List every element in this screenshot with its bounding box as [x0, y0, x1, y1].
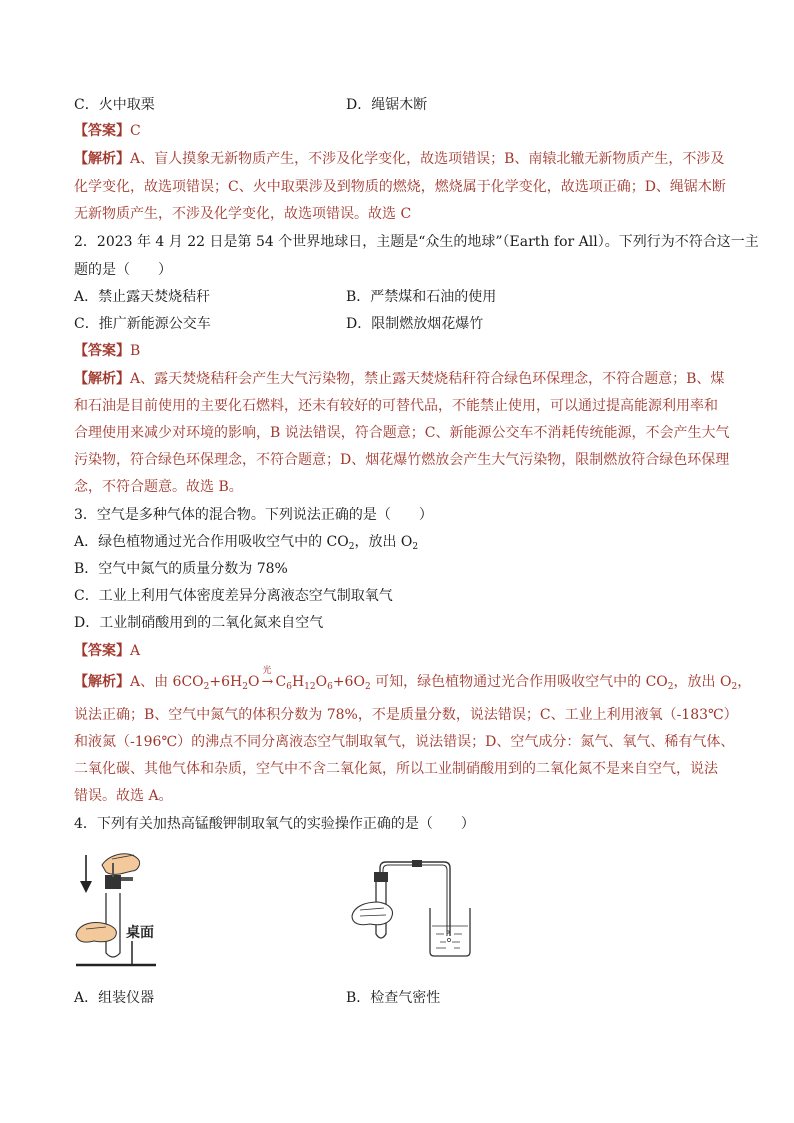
analysis-text: A、露天焚烧秸秆会产生大气污染物，禁止露天焚烧秸秆符合绿色环保理念，不符合题意；B、煤 — [130, 371, 725, 387]
q3-option-a: A．绿色植物通过光合作用吸收空气中的 $CO_2$，放出 $O_2$ — [74, 534, 419, 552]
q1-analysis-line-2: 化学变化，故选项错误；C、火中取栗涉及到物质的燃烧，燃烧属于化学变化，故选项正确；D、绳锯木断 — [74, 179, 726, 195]
q3-analysis-line-4: 二氧化碳、其他气体和杂质，空气中不含二氧化氮，所以工业制硝酸用到的二氧化氮不是来自空气，说法 — [74, 761, 718, 777]
q1-analysis-line-1 — [74, 149, 724, 169]
q2-analysis-line-2: 和石油是目前使用的主要化石燃料，还未有较好的可替代品，不能禁止使用，可以通过提高能源利用率和 — [74, 398, 718, 414]
figure-label-desk: 桌面 — [126, 925, 154, 941]
q1-analysis-line-3: 无新物质产生，不涉及化学变化，故选项错误。故选 C — [74, 206, 412, 222]
figure-assemble-apparatus — [72, 845, 202, 975]
q3-analysis-line-2: 说法正确；B、空气中氮气的体积分数为 78%，不是质量分数，说法错误；C、工业上利用液氧（-183℃） — [74, 707, 738, 723]
analysis-label: 【解析】 — [74, 151, 130, 167]
answer-label: 【答案】 — [74, 343, 130, 359]
q1-option-c: C．火中取栗 — [74, 97, 155, 113]
q4-stem: 4．下列有关加热高锰酸钾制取氧气的实验操作正确的是（ ） — [74, 816, 475, 832]
q2-analysis-line-5: 念，不符合题意。故选 B。 — [74, 479, 243, 495]
figure-check-airtightness — [350, 860, 490, 960]
q1-answer — [74, 121, 141, 141]
q2-analysis-line-3: 合理使用来减少对环境的影响，B 说法错误，符合题意；C、新能源公交车不消耗传统能源，不会产生大气 — [74, 425, 730, 441]
answer-value: B — [130, 343, 141, 359]
answer-label: 【答案】 — [74, 643, 130, 659]
q3-option-b: B．空气中氮气的质量分数为 78% — [74, 561, 288, 577]
q2-stem-line-1: 2．2023 年 4 月 22 日是第 54 个世界地球日，主题是“众生的地球”（Earth for All）。下列行为不符合这一主 — [74, 234, 759, 250]
q3-stem: 3．空气是多种气体的混合物。下列说法正确的是（ ） — [74, 507, 433, 523]
q3-analysis-line-5: 错误。故选 A。 — [74, 788, 173, 804]
q3-option-d: D．工业制硝酸用到的二氧化氮来自空气 — [74, 615, 324, 631]
analysis-label: 【解析】 — [74, 371, 130, 387]
q4-option-a: A．组装仪器 — [74, 990, 155, 1006]
q3-analysis-line-3: 和液氮（-196℃）的沸点不同分离液态空气制取氧气，说法错误；D、空气成分：氮气、氧气、稀有气体、 — [74, 734, 735, 750]
q2-option-a: A．禁止露天焚烧秸秆 — [74, 289, 211, 305]
reaction-equation: A、由 $6CO_2+6H_2O$ 光 → $C_6H_{12}O_6+6O_2$ — [130, 666, 371, 692]
answer-value: A — [130, 643, 141, 659]
q1-option-d: D．绳锯木断 — [346, 97, 428, 113]
q3-option-c: C．工业上利用气体密度差异分离液态空气制取氧气 — [74, 588, 393, 604]
q3-analysis-line-1: 【解析】A、由 $6CO_2+6H_2O$ 光 → $C_6H_{12}O_6+6O_2$ 可知，绿色植物通过光合作用吸收空气中的 $CO_2$，放出 $O_2$， — [74, 666, 752, 692]
q2-analysis-line-1 — [74, 369, 724, 389]
analysis-label: 【解析】 — [74, 674, 130, 690]
q4-option-b: B．检查气密性 — [346, 990, 441, 1006]
q2-stem-line-2: 题的是（ ） — [74, 262, 172, 278]
q2-analysis-line-4: 污染物，符合绿色环保理念，不符合题意；D、烟花爆竹燃放会产生大气污染物，限制燃放符合绿色环保理 — [74, 452, 730, 468]
q2-option-d: D．限制燃放烟花爆竹 — [346, 316, 484, 332]
answer-value: C — [130, 123, 141, 139]
answer-label: 【答案】 — [74, 123, 130, 139]
q2-option-b: B．严禁煤和石油的使用 — [346, 289, 497, 305]
q3-answer — [74, 641, 140, 661]
q2-answer — [74, 341, 140, 361]
analysis-text: A、盲人摸象无新物质产生，不涉及化学变化，故选项错误；B、南辕北辙无新物质产生，不涉及 — [130, 151, 725, 167]
q2-option-c: C．推广新能源公交车 — [74, 316, 211, 332]
